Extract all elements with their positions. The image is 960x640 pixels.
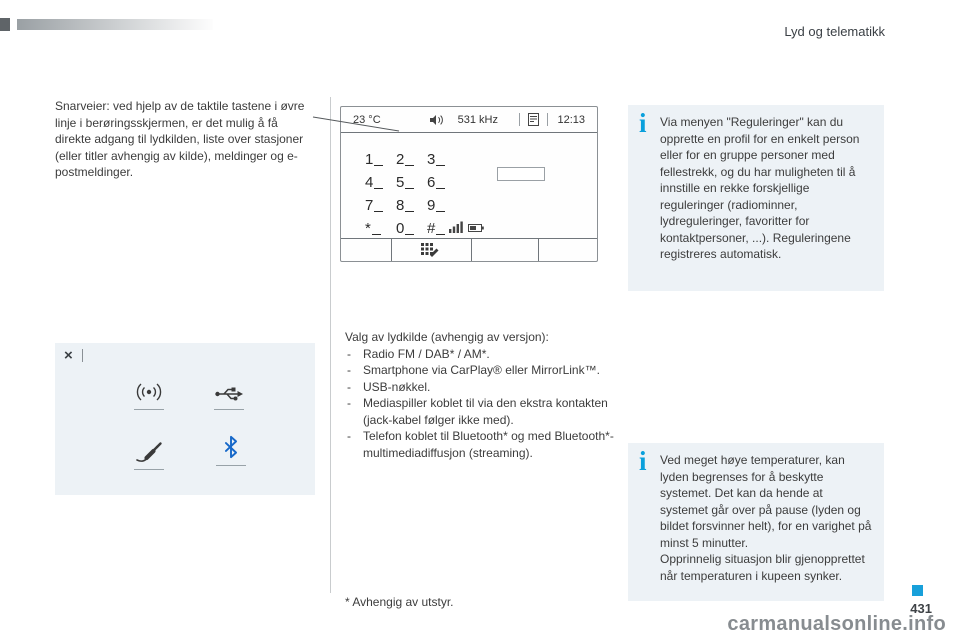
key-underscore: [372, 234, 381, 236]
key-underscore: [436, 165, 445, 167]
broadcast-icon: [134, 379, 164, 403]
signal-strength-icon: [449, 221, 463, 233]
key-label: 3: [427, 151, 436, 168]
keypad-key: [365, 191, 396, 214]
info-text-group: [660, 452, 874, 584]
key-underscore: [374, 211, 383, 213]
key-underscore: [436, 234, 445, 236]
keypad-key: [427, 145, 458, 168]
source-aux-jack: [129, 439, 169, 470]
jack-plug-icon: [135, 439, 163, 463]
source-usb: [209, 383, 249, 410]
keypad-key: [396, 145, 427, 168]
device-main-area: [341, 133, 597, 238]
close-divider: [82, 349, 83, 362]
audio-source-list: [345, 329, 627, 461]
statusbar-divider: [519, 113, 520, 126]
keypad-entry-icon: [421, 243, 439, 258]
key-underscore: [405, 234, 414, 236]
list-intro: Valg av lydkilde (avhengig av versjon):: [345, 330, 549, 344]
info-text: Ved meget høye temperaturer, kan lyden begrenses for å beskytte systemet. Det kan da hende at systemet går over på pause (lyden og bildet forsvinner helt), for en varighet på minst 5 minutter.: [660, 453, 872, 550]
keypad-key: [396, 214, 427, 237]
icon-underline: [214, 409, 244, 410]
key-underscore: [436, 211, 445, 213]
source-bluetooth: [211, 435, 251, 466]
battery-icon: [468, 223, 484, 233]
key-label: 8: [396, 197, 405, 214]
bottombar-divider: [538, 239, 539, 261]
keypad-key: [427, 168, 458, 191]
info-text: Opprinnelig situasjon blir gjenopprettet når temperaturen i kupeen synker.: [660, 552, 865, 583]
info-note-temperature: [628, 443, 884, 601]
bottombar-divider: [391, 239, 392, 261]
shortcut-description: Snarveier: ved hjelp av de taktile tastene i øvre linje i berøringsskjermen, er det mulig å få direkte adgang til lydkilden, liste over stasjoner (eller titler avhengig av kilde), meldinger og e-postmeldinger.: [55, 99, 305, 179]
list-item: - USB-nøkkel.: [345, 379, 627, 396]
key-label: 1: [365, 151, 374, 168]
list-item: - Radio FM / DAB* / AM*.: [345, 346, 627, 363]
keypad-key: [427, 191, 458, 214]
source-radio: [129, 379, 169, 410]
bottombar-divider: [471, 239, 472, 261]
info-icon: i: [639, 446, 647, 476]
list-item: - Smartphone via CarPlay® eller MirrorLink™.: [345, 362, 627, 379]
list-item: - Telefon koblet til Bluetooth* og med Bluetooth*-multimediadiffusjon (streaming).: [345, 428, 627, 461]
key-label: *: [365, 220, 371, 237]
info-icon: i: [639, 108, 647, 138]
key-underscore: [405, 165, 414, 167]
icon-underline: [134, 469, 164, 470]
key-label: 6: [427, 174, 436, 191]
key-label: 5: [396, 174, 405, 191]
close-icon: ×: [64, 347, 73, 364]
note-icon: [528, 113, 539, 126]
speaker-icon: [429, 114, 444, 126]
keypad-key: [365, 214, 396, 237]
close-control: [64, 348, 83, 363]
device-bottom-bar: [341, 238, 597, 261]
column-divider: [330, 97, 331, 593]
keypad-key: [396, 168, 427, 191]
key-label: 9: [427, 197, 436, 214]
clock-reading: 12:13: [557, 113, 585, 126]
corner-block: [0, 18, 10, 31]
bluetooth-icon: [222, 435, 240, 459]
key-label: 0: [396, 220, 405, 237]
keypad-key: [396, 191, 427, 214]
statusbar-divider: [547, 113, 548, 126]
key-label: 4: [365, 174, 374, 191]
page-number: 431: [910, 601, 932, 616]
key-label: #: [427, 220, 436, 237]
info-note-settings: [628, 105, 884, 291]
key-underscore: [374, 188, 383, 190]
source-icons-illustration: [55, 343, 315, 495]
usb-icon: [214, 383, 244, 403]
header-gradient-bar: [17, 19, 213, 30]
temperature-reading: 23 °C: [353, 113, 381, 126]
key-underscore: [405, 211, 414, 213]
icon-underline: [134, 409, 164, 410]
key-underscore: [436, 188, 445, 190]
watermark: carmanualsonline.info: [727, 613, 946, 635]
info-text: Via menyen "Reguleringer" kan du opprette en profil for en enkelt person eller for en gruppe personer med fellestrekk, og du har muligheten til å innstille en rekke forskjellige reguleringer (radiominner, lydreguleringer, favoritter for kontaktpersoner, ...). Reguleringene registreres automatisk.: [660, 115, 860, 261]
frequency-reading: 531 kHz: [457, 113, 498, 126]
keypad-key: [365, 145, 396, 168]
key-label: 7: [365, 197, 374, 214]
keypad-key: [365, 168, 396, 191]
key-label: 2: [396, 151, 405, 168]
callout-line: [305, 110, 405, 136]
icon-underline: [216, 465, 246, 466]
list-item: - Mediaspiller koblet til via den ekstra kontakten (jack-kabel følger ikke med).: [345, 395, 627, 428]
display-field: [497, 167, 545, 181]
section-marker: [912, 585, 923, 596]
section-title: Lyd og telematikk: [784, 24, 885, 39]
device-keypad: [365, 145, 458, 237]
key-underscore: [405, 188, 414, 190]
footnote: * Avhengig av utstyr.: [345, 595, 454, 609]
key-underscore: [374, 165, 383, 167]
